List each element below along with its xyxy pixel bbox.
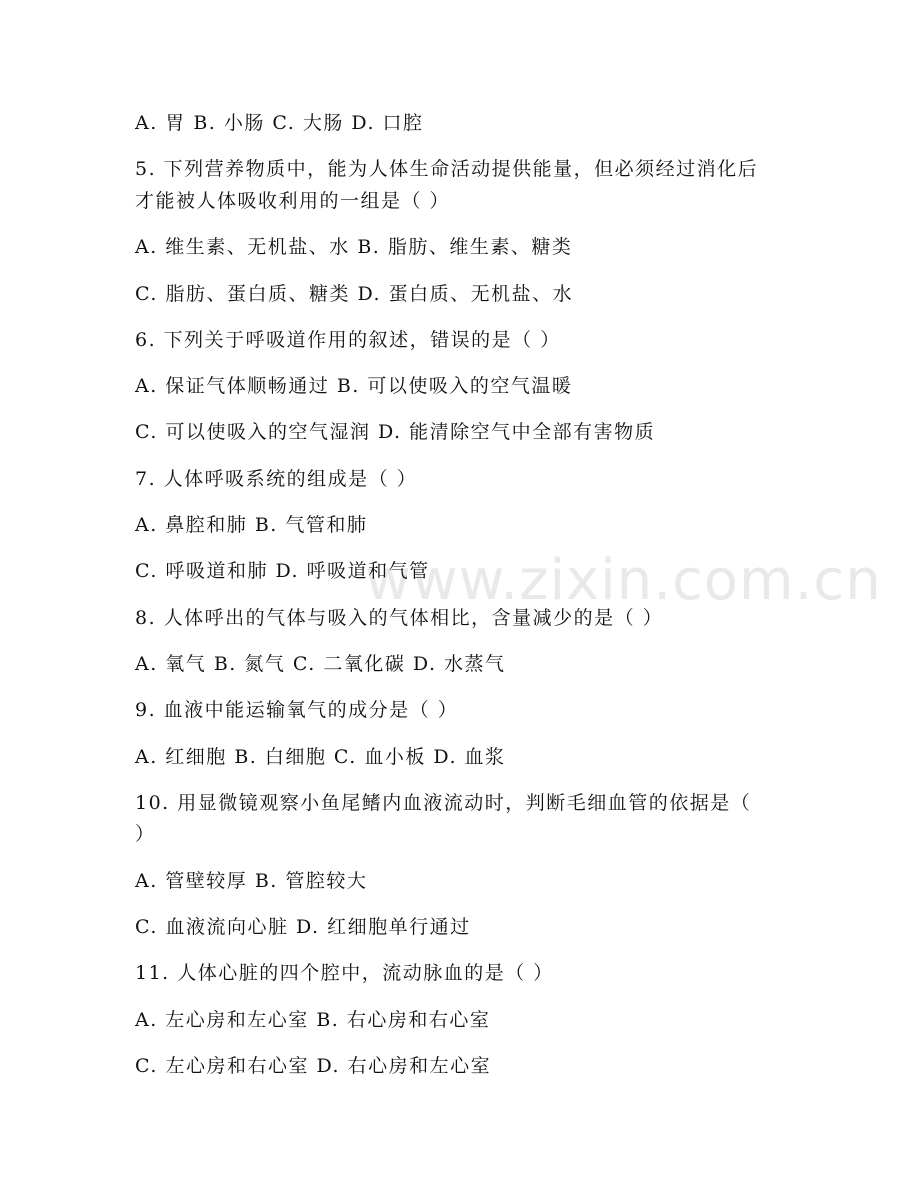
q10-options-cd: C. 血液流向心脏 D. 红细胞单行通过	[135, 916, 471, 938]
q5-options-cd: C. 脂肪、蛋白质、糖类 D. 蛋白质、无机盐、水	[135, 283, 574, 305]
q5-stem-line1: 5. 下列营养物质中，能为人体生命活动提供能量，但必须经过消化后	[135, 158, 759, 180]
q5-options-ab: A. 维生素、无机盐、水 B. 脂肪、维生素、糖类	[135, 236, 573, 258]
q6-options-ab: A. 保证气体顺畅通过 B. 可以使吸入的空气温暖	[135, 375, 573, 397]
q7-options-ab: A. 鼻腔和肺 B. 气管和肺	[135, 514, 368, 536]
watermark: www.zixin.com.cn	[365, 548, 882, 613]
q11-options-cd: C. 左心房和右心室 D. 右心房和左心室	[135, 1055, 492, 1077]
q9-stem: 9. 血液中能运输氧气的成分是（ ）	[135, 699, 459, 721]
q7-options-cd: C. 呼吸道和肺 D. 呼吸道和气管	[135, 560, 430, 582]
q7-stem: 7. 人体呼吸系统的组成是（ ）	[135, 468, 418, 490]
q8-options: A. 氧气 B. 氮气 C. 二氧化碳 D. 水蒸气	[135, 653, 506, 675]
q10-stem-line2: ）	[135, 823, 156, 845]
q6-stem: 6. 下列关于呼吸道作用的叙述，错误的是（ ）	[135, 329, 561, 351]
q10-options-ab: A. 管壁较厚 B. 管腔较大	[135, 870, 368, 892]
q6-options-cd: C. 可以使吸入的空气湿润 D. 能清除空气中全部有害物质	[135, 421, 656, 443]
q11-stem: 11. 人体心脏的四个腔中，流动脉血的是（ ）	[135, 962, 554, 984]
q9-options: A. 红细胞 B. 白细胞 C. 血小板 D. 血浆	[135, 746, 506, 768]
q10-stem-line1: 10. 用显微镜观察小鱼尾鳍内血液流动时，判断毛细血管的依据是（	[135, 792, 752, 814]
q5-stem-line2: 才能被人体吸收利用的一组是（ ）	[135, 190, 451, 212]
q4-options: A. 胃 B. 小肠 C. 大肠 D. 口腔	[135, 112, 424, 134]
q8-stem: 8. 人体呼出的气体与吸入的气体相比，含量减少的是（ ）	[135, 607, 664, 629]
q11-options-ab: A. 左心房和左心室 B. 右心房和右心室	[135, 1009, 491, 1031]
